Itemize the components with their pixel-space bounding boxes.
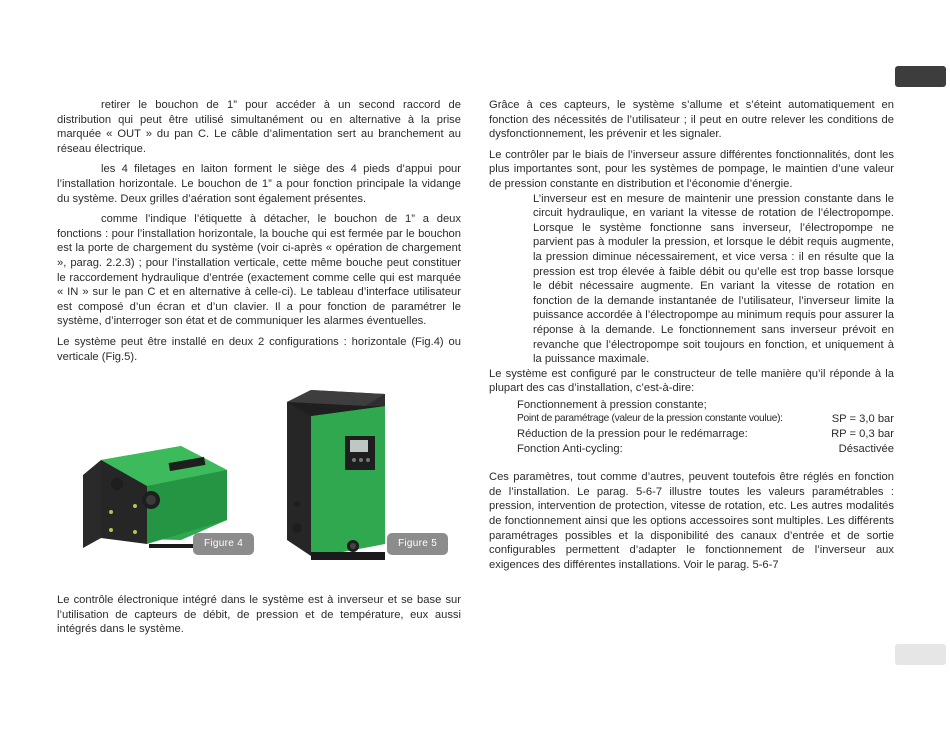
right-column — [489, 98, 894, 578]
setting-label: Fonction Anti-cycling: — [517, 442, 623, 455]
paragraph-inverter-functions: Le contrôler par le biais de l’inverseur assure différentes fonctionnalités, dont les plus importantes sont, pour les systèmes de pompage, le maintien d’une valeur de pression constante en distribution et l’économie d’énergie. — [489, 148, 894, 190]
page-number-tab — [895, 644, 946, 665]
paragraph-outlet: retirer le bouchon de 1” pour accéder à un second raccord de distribution qui peut être utilisé simultanément ou en alternative à la prise marquée « OUT » du pan C. Le câble d’alimentation sert au branchement au réseau électrique. — [57, 99, 461, 155]
setting-value: RP = 0,3 bar — [831, 428, 894, 441]
setting-value: SP = 3,0 bar — [831, 413, 894, 426]
figure-4-caption: Figure 4 — [193, 533, 254, 555]
left-column — [57, 98, 461, 370]
paragraph-parameters: Ces paramètres, tout comme d’autres, peuvent toutefois être réglés en fonction de l’installation. Le parag. 5-6-7 illustre toutes les valeurs paramétrables : pression, intervention de protection, vitesse de rotation, etc. Les autres modalités de fonctionnement ainsi que les options accessoires sont multiples. Les différents paramétrages possibles et la disponibilité des canaux d’entrée et de sortie configurables permettent d’adapter le fonctionnement de l’inverseur aux exigences des différentes installations. Voir le parag. 5-6-7 — [489, 471, 894, 571]
setting-label: Fonctionnement à pression constante; — [517, 398, 707, 411]
setting-row — [517, 442, 894, 457]
setting-row — [517, 412, 894, 427]
setting-value: Désactivée — [838, 442, 894, 455]
figures-area — [57, 386, 461, 566]
pump-vertical-image — [281, 388, 393, 564]
paragraph-configurations: Le système peut être installé en deux 2 configurations : horizontale (Fig.4) ou verticale (Fig.5). — [57, 335, 461, 363]
paragraph-factory-config: Le système est configuré par le constructeur de telle manière qu’il réponde à la plupart des cas d’installation, c’est-à-dire: — [489, 367, 894, 395]
setting-label: Réduction de la pression pour le redémarrage: — [517, 428, 748, 441]
paragraph-electronic-control: Le contrôle électronique intégré dans le système est à inverseur et se base sur l’utilisation de capteurs de débit, de pression et de température, eux aussi intégrés dans le système. — [57, 594, 461, 636]
default-settings-list — [517, 398, 894, 456]
paragraph-plug: comme l’indique l’étiquette à détacher, le bouchon de 1” a deux fonctions : pour l’installation horizontale, la bouche qui est fermée par le bouchon est la porte de chargement du système (voir ci-après « opération de chargement », parag. 2.2.3) ; pour l’installation verticale, cette même bouche peut constituer le raccordement hydraulique d’entrée (exactement comme celle qui est marquée « IN » sur le pan C et en alternative à celle-ci). Le tableau d’interface utilisateur est composé d’un écran et d’un clavier. Il a pour fonction de paramétrer le système, d’interroger son état et de communiquer les alarmes éventuelles. — [57, 213, 461, 328]
section-tab-marker — [895, 66, 946, 87]
setting-row — [517, 427, 894, 442]
paragraph-sensors: Grâce à ces capteurs, le système s’allume et s’éteint automatiquement en fonction des nécessités de l’utilisateur ; il peut en outre relever les conditions de dysfonctionnement, les prévenir et les signaler. — [489, 99, 894, 141]
paragraph-feet: les 4 filetages en laiton forment le siège des 4 pieds d’appui pour l’installation horizontale. Le bouchon de 1” a pour fonction principale la vidange du système. Deux grilles d’aération sont également présentes. — [57, 163, 461, 205]
pump-horizontal-image — [77, 420, 237, 550]
figure-5-caption: Figure 5 — [387, 533, 448, 555]
paragraph-inverter-detail: L’inverseur est en mesure de maintenir une pression constante dans le circuit hydraulique, en variant la vitesse de rotation de l’électropompe. Lorsque le système fonctionne sans inverseur, l’électropompe ne parvient pas à moduler la pression, et lorsque le débit requis augmente, la pression diminue nécessairement, et vice versa : il en résulte que la pression est trop élevée à faible débit ou qu’elle est trop basse lorsque le débit nécessaire augmente. En variant la vitesse de rotation en fonction de la demande instantanée de l’utilisateur, l’inverseur limite la puissance accordée à l’électropompe au minimum requis pour assurer la réponse à la demande. Le fonctionnement sans inverseur prévoit en revanche que l’électropompe soit toujours en fonction, et uniquement à la puissance maximale. — [533, 192, 894, 366]
setting-row — [517, 398, 894, 413]
setting-label: Point de paramétrage (valeur de la pression constante voulue): — [517, 413, 783, 425]
